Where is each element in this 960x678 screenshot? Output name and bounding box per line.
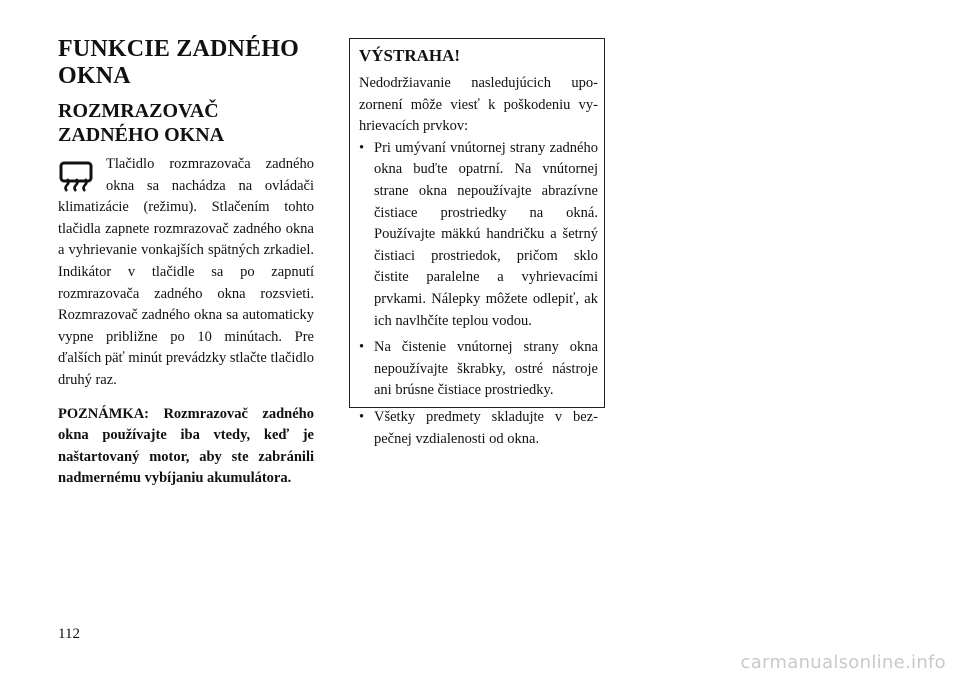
defroster-description: Tlačidlo rozmrazovača zadného okna sa nachádza na ovládači klimatizácie (režimu). Stlačením tohto tlačidla zapnete rozmrazovač zadného okna a vyhrievanie vonkajších spätných zrkadiel. Indikátor v tlačidle sa po zapnutí rozmrazovača zadného okna rozsvieti. Rozmrazovač zadného okna sa automaticky vypne približne po 10 minútach. Pre ďalších päť minút prevádzky stlačte tlačidlo druhý raz. [58,156,314,388]
warning-list [359,138,598,450]
bullet: • [359,139,365,156]
warning-item-text: Na čistenie vnútornej strany okna nepoužívajte škrabky, ostré nástroje ani brúsne čistiace prostriedky. [374,339,598,399]
left-column [58,36,314,490]
warning-item-text: Pri umývaní vnútornej strany zadného okna buďte opatrní. Na vnútornej strane okna nepoužívajte abrazívne čistiace prostriedky na okná. Používajte mäkkú handričku a šetrný čistiaci prostriedok, pričom sklo čistite paralelne a vyhrievacími prvkami. Nálepky môžete odlepiť, ak ich navlhčíte teplou vodou. [374,139,598,329]
warning-item [359,138,598,332]
section-subtitle: ROZMRAZOVAČ ZADNÉHO OKNA [58,100,225,146]
section-title: FUNKCIE ZADNÉHO OKNA [58,36,300,89]
warning-item-text: Všetky predmety skladujte v bezpečnej vzdialenosti od okna. [374,408,598,447]
watermark: carmanualsonline.info [740,652,946,673]
note-text: POZNÁMKA: Rozmrazovač zadného okna používajte iba vtedy, keď je naštartovaný motor, aby ste zabránili nadmernému vybíjaniu akumulátora. [58,405,314,487]
bullet: • [359,339,365,356]
bullet: • [359,408,365,425]
rear-defroster-icon [58,158,94,194]
warning-intro: Nedodržiavanie nasledujúcich upozornení môže viesť k poškodeniu vyhrievacích prvkov: [359,75,598,135]
warning-item [359,407,598,450]
warning-title: VÝSTRAHA! [359,46,461,65]
page-number: 112 [58,626,80,642]
warning-item [359,337,598,402]
warning-box [349,38,605,447]
defroster-paragraph-block [58,154,314,392]
